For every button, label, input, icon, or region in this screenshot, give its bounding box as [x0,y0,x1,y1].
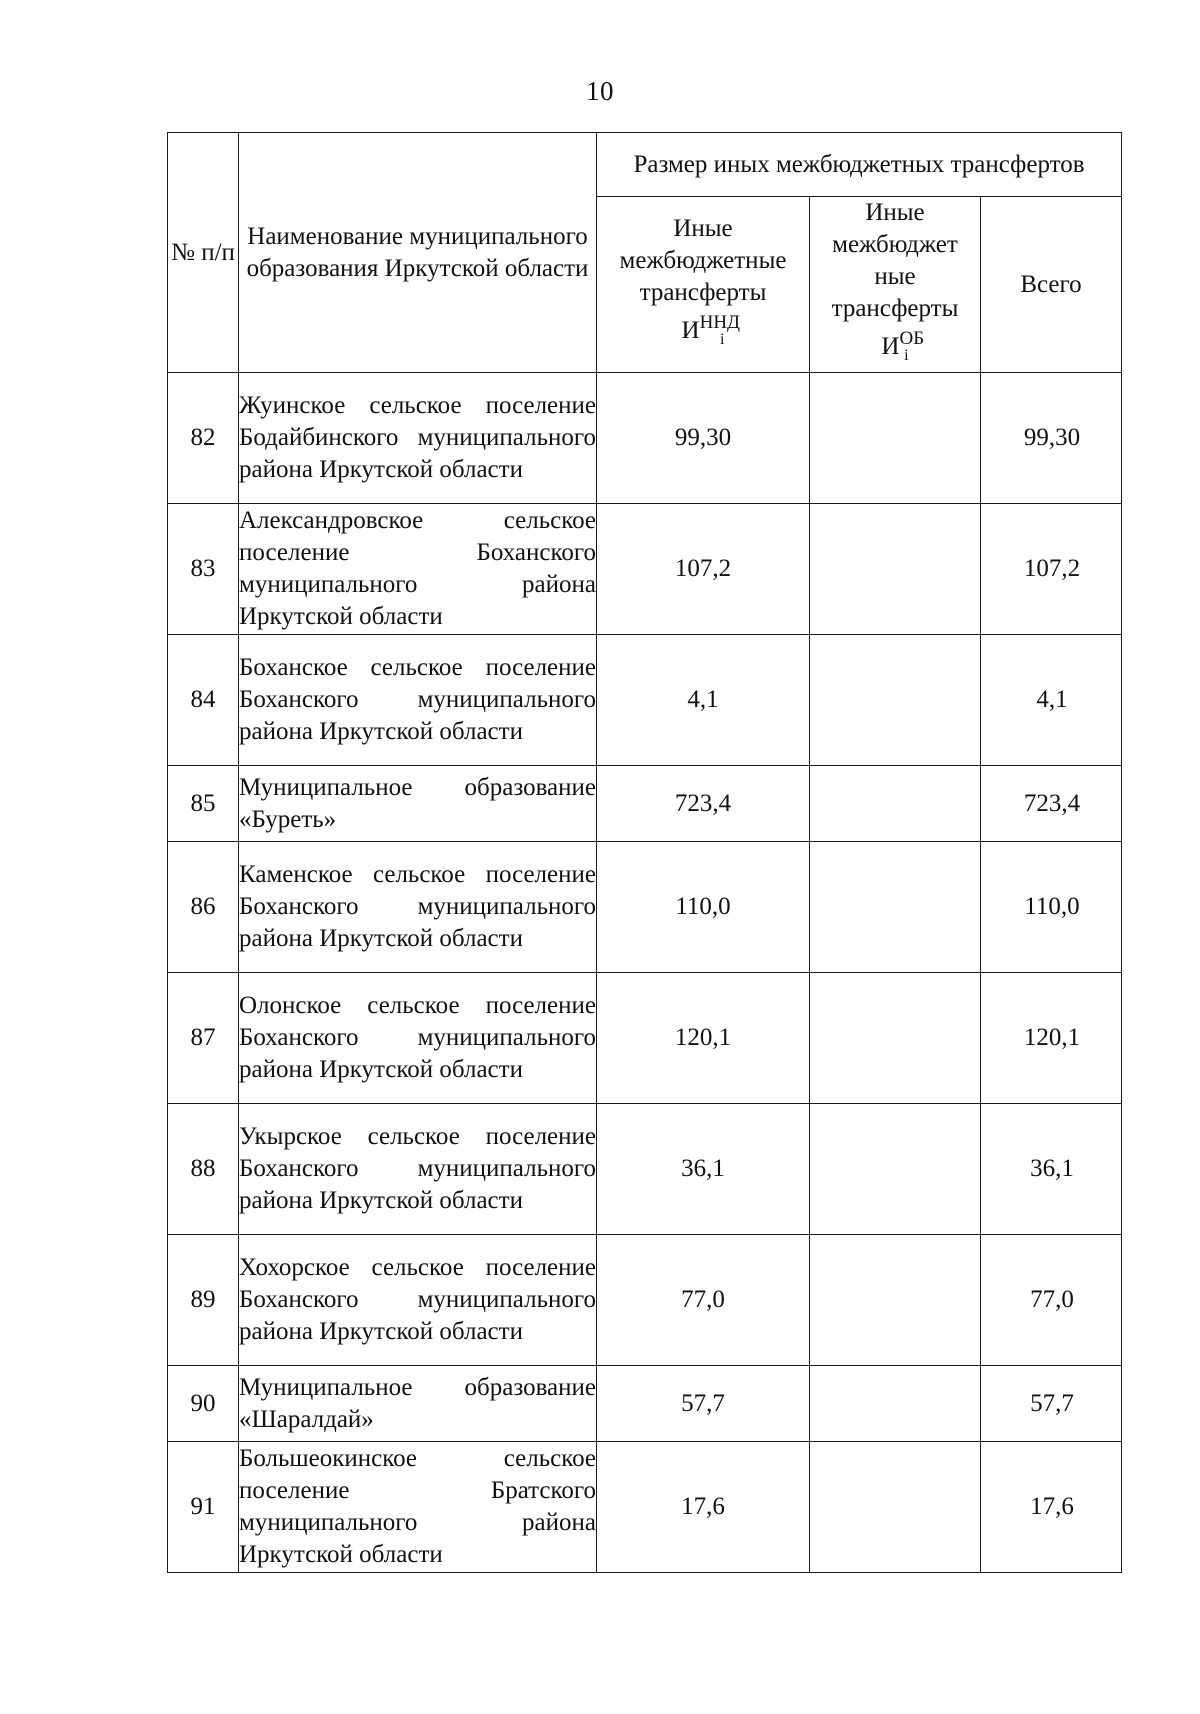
row-number: 84 [168,635,239,766]
row-transfer-ob [810,1235,981,1366]
row-transfer-nnd: 57,7 [597,1366,810,1442]
row-number: 91 [168,1442,239,1573]
row-municipality-name: Муниципальное образование «Буреть» [239,766,597,842]
row-municipality-name: Каменское сельское поселение Боханского муниципального района Иркутской области [239,842,597,973]
row-municipality-name: Александровское сельское поселение Боханского муниципального района Иркутской области [239,504,597,635]
row-total: 57,7 [981,1366,1122,1442]
row-transfer-nnd: 723,4 [597,766,810,842]
transfers-table [167,132,1122,1573]
row-number: 86 [168,842,239,973]
row-municipality-name: Олонское сельское поселение Боханского муниципального района Иркутской области [239,973,597,1104]
row-number: 85 [168,766,239,842]
row-transfer-ob [810,973,981,1104]
table-row [168,1366,1122,1442]
header-transfers-ob-symbol: $И^{ОБ}_i$ [881,328,925,364]
row-transfer-nnd: 4,1 [597,635,810,766]
row-number: 89 [168,1235,239,1366]
row-transfer-ob [810,504,981,635]
row-transfer-ob [810,373,981,504]
header-transfers-nnd [597,197,810,373]
row-total: 36,1 [981,1104,1122,1235]
row-municipality-name: Муниципальное образование «Шаралдай» [239,1366,597,1442]
row-transfer-nnd: 99,30 [597,373,810,504]
header-total: Всего [981,197,1122,373]
header-transfers-group: Размер иных межбюджетных трансфертов [597,133,1122,197]
table-row [168,504,1122,635]
row-number: 90 [168,1366,239,1442]
row-number: 82 [168,373,239,504]
row-municipality-name: Большеокинское сельское поселение Братского муниципального района Иркутской области [239,1442,597,1573]
row-number: 87 [168,973,239,1104]
row-total: 99,30 [981,373,1122,504]
row-total: 120,1 [981,973,1122,1104]
row-transfer-nnd: 77,0 [597,1235,810,1366]
row-total: 723,4 [981,766,1122,842]
row-transfer-nnd: 17,6 [597,1442,810,1573]
row-total: 110,0 [981,842,1122,973]
table-row [168,1442,1122,1573]
row-transfer-ob [810,1366,981,1442]
header-transfers-ob [810,197,981,373]
table-row [168,635,1122,766]
row-municipality-name: Боханское сельское поселение Боханского муниципального района Иркутской области [239,635,597,766]
row-total: 17,6 [981,1442,1122,1573]
header-municipality-name: Наименование муниципального образования Иркутской области [239,133,597,373]
table-row [168,1104,1122,1235]
row-number: 83 [168,504,239,635]
row-number: 88 [168,1104,239,1235]
page-number: 10 [586,76,614,106]
table-row [168,973,1122,1104]
table-row [168,373,1122,504]
row-municipality-name: Хохорское сельское поселение Боханского муниципального района Иркутской области [239,1235,597,1366]
row-transfer-ob [810,1104,981,1235]
row-transfer-ob [810,635,981,766]
header-transfers-nnd-label: Иные межбюджетные трансферты [619,215,787,306]
row-transfer-nnd: 107,2 [597,504,810,635]
row-transfer-ob [810,1442,981,1573]
table-row [168,1235,1122,1366]
table-row [168,766,1122,842]
header-transfers-ob-label: Иные межбюджет ные трансферты [831,199,959,322]
row-total: 77,0 [981,1235,1122,1366]
row-municipality-name: Жуинское сельское поселение Бодайбинского муниципального района Иркутской области [239,373,597,504]
header-transfers-nnd-symbol: $И^{ННД}_i$ [681,312,740,348]
row-transfer-ob [810,842,981,973]
row-transfer-nnd: 110,0 [597,842,810,973]
row-transfer-nnd: 120,1 [597,973,810,1104]
row-municipality-name: Укырское сельское поселение Боханского муниципального района Иркутской области [239,1104,597,1235]
row-total: 107,2 [981,504,1122,635]
row-transfer-nnd: 36,1 [597,1104,810,1235]
header-number: № п/п [168,133,239,373]
row-total: 4,1 [981,635,1122,766]
row-transfer-ob [810,766,981,842]
table-row [168,842,1122,973]
